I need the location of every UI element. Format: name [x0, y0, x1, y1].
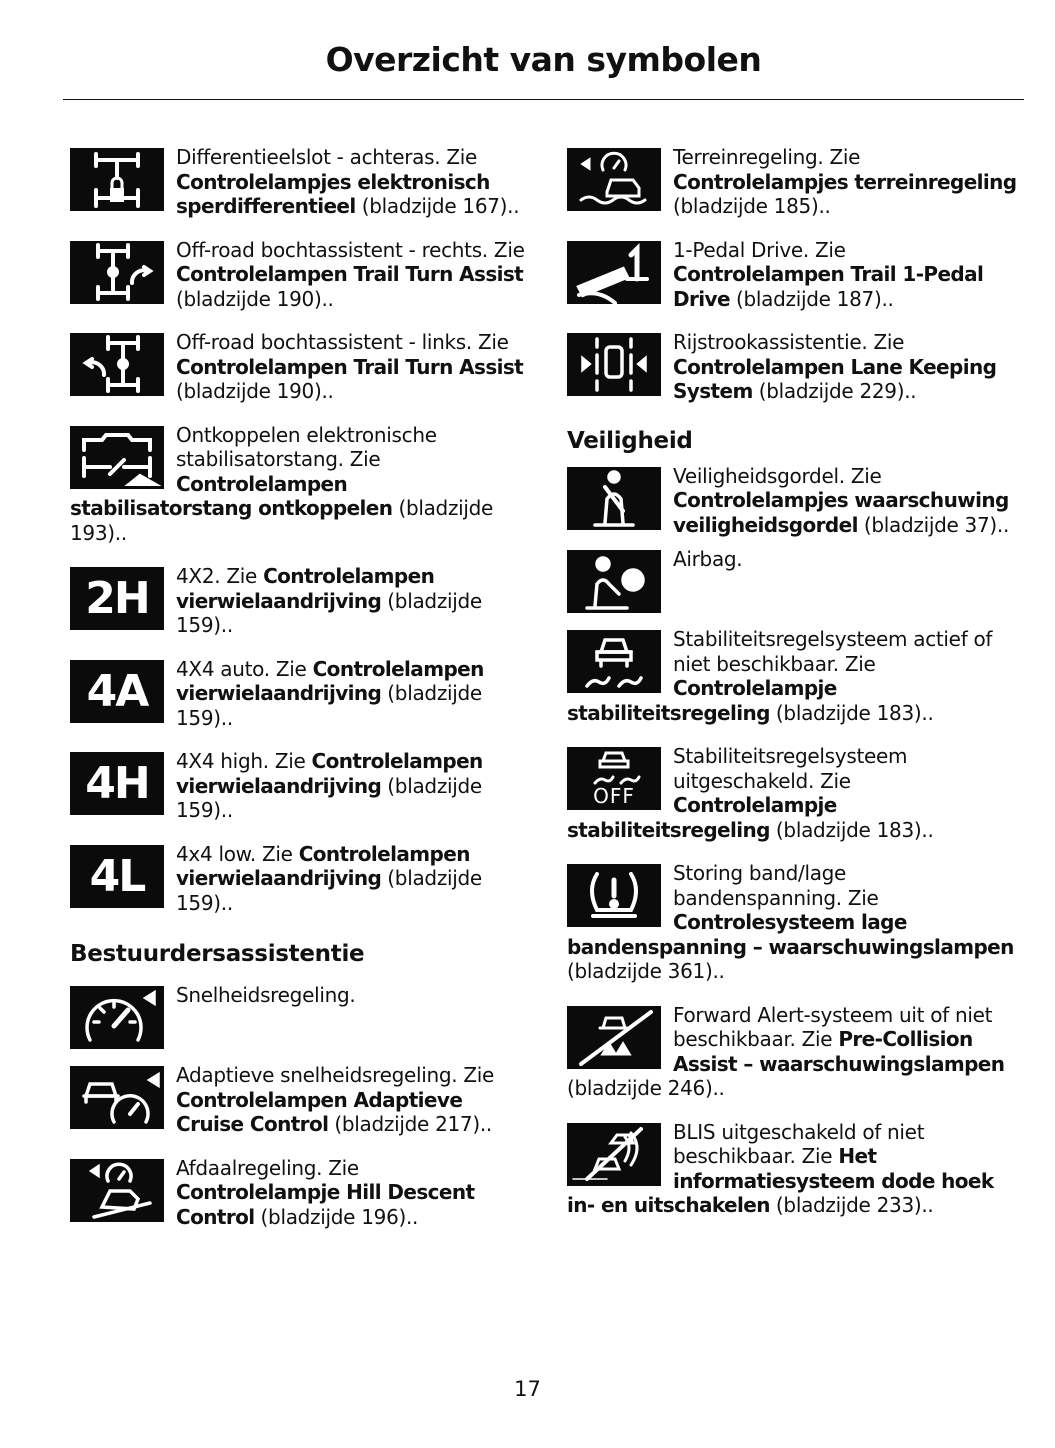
adaptive-cruise-control-icon [70, 1066, 164, 1129]
cross-reference-link[interactable]: Controlelampen vierwielaandrijving [176, 841, 470, 890]
cross-reference-link[interactable]: Controlelampen Adaptieve Cruise Control [176, 1087, 463, 1136]
4l-icon: 4L [70, 845, 164, 908]
symbol-entry: Ontkoppelen elektronische stabilisatorstang. Zie Controlelampen stabilisatorstang ontkoppelen (bladzijde 193).. [70, 422, 494, 545]
symbol-entry: Off-road bochtassistent - links. Zie Controlelampen Trail Turn Assist (bladzijde 190).. [70, 330, 525, 404]
2h-icon: 2H [70, 567, 164, 630]
cross-reference-link[interactable]: Controlelampen Trail 1-Pedal Drive [673, 262, 984, 311]
symbol-entry: Afdaalregeling. Zie Controlelampje Hill Descent Control (bladzijde 196).. [70, 1156, 525, 1230]
symbol-entry: Veiligheidsgordel. Zie Controlelampjes waarschuwing veiligheidsgordel (bladzijde 37).. [567, 464, 1019, 538]
symbol-entry: Storing band/lage bandenspanning. Zie Controlesysteem lage bandenspanning – waarschuwingslampen (bladzijde 361).. [567, 861, 1014, 983]
cruise-control-icon [70, 986, 164, 1049]
stability-control-off-icon [567, 747, 661, 810]
forward-alert-off-icon [567, 1006, 661, 1069]
cross-reference-link[interactable]: Controlelampen Lane Keeping System [673, 354, 997, 403]
symbol-entry: 2H 4X2. Zie Controlelampen vierwielaandrijving (bladzijde 159).. [70, 564, 525, 638]
title-divider [63, 99, 1024, 100]
symbol-entry: Forward Alert-systeem uit of niet beschikbaar. Zie Pre-Collision Assist – waarschuwingslampen (bladzijde 246).. [567, 1002, 1005, 1100]
symbol-entry: Adaptieve snelheidsregeling. Zie Controlelampen Adaptieve Cruise Control (bladzijde 217).. [70, 1063, 525, 1137]
cross-reference-link[interactable]: Controlelampen Trail Turn Assist [176, 354, 524, 379]
seatbelt-icon [567, 467, 661, 530]
trail-turn-assist-right-icon [70, 241, 164, 304]
symbol-entry: Off-road bochtassistent - rechts. Zie Controlelampen Trail Turn Assist (bladzijde 190).. [70, 238, 525, 312]
cross-reference-link[interactable]: Controlelampjes terreinregeling [673, 169, 1017, 194]
cross-reference-link[interactable]: Controlelampje Hill Descent Control [176, 1180, 475, 1229]
section-heading-safety: Veiligheid [567, 427, 693, 454]
symbol-entry: Stabiliteitsregelsysteem actief of niet beschikbaar. Zie Controlelampje stabiliteitsregeling (bladzijde 183).. [567, 627, 993, 725]
section-heading-driver-assistance: Bestuurdersassistentie [70, 941, 365, 967]
cross-reference-link[interactable]: Controlelampen Trail Turn Assist [176, 262, 524, 286]
symbol-entry: BLIS uitgeschakeld of niet beschikbaar. Zie Het informatiesysteem dode hoek in- en uitschakelen (bladzijde 233).. [567, 1119, 994, 1217]
lane-keeping-system-icon [567, 333, 661, 396]
cross-reference-link[interactable]: Controlelampje stabiliteitsregeling [567, 793, 837, 842]
cross-reference-link[interactable]: Controlelampjes waarschuwing veiligheidsgordel [673, 488, 1009, 537]
cross-reference-link[interactable]: Controlelampen stabilisatorstang ontkoppelen [70, 471, 393, 520]
right-column [567, 145, 1019, 1218]
symbol-entry: Rijstrookassistentie. Zie Controlelampen Lane Keeping System (bladzijde 229).. [567, 330, 1019, 404]
cross-reference-link[interactable]: Controlelampje stabiliteitsregeling [567, 676, 837, 725]
trail-turn-assist-left-icon [70, 333, 164, 396]
symbol-entry: 4H 4X4 high. Zie Controlelampen vierwielaandrijving (bladzijde 159).. [70, 749, 525, 823]
cross-reference-link[interactable]: Het informatiesysteem dode hoek in- en uitschakelen [567, 1144, 994, 1217]
off-label: OFF [593, 784, 635, 808]
stability-control-icon [567, 630, 661, 693]
terrain-management-icon [567, 148, 661, 211]
airbag-icon [567, 550, 661, 613]
symbol-entry: 4A 4X4 auto. Zie Controlelampen vierwielaandrijving (bladzijde 159).. [70, 657, 525, 731]
cross-reference-link[interactable]: Controlelampen vierwielaandrijving [176, 749, 483, 798]
symbol-entry: 4L 4x4 low. Zie Controlelampen vierwielaandrijving (bladzijde 159).. [70, 842, 525, 916]
symbol-entry: Airbag. [567, 547, 1019, 617]
cross-reference-link[interactable]: Controlelampjes elektronisch sperdifferentieel [176, 169, 490, 218]
tire-pressure-warning-icon [567, 864, 661, 927]
symbol-entry: Differentieelslot - achteras. Zie Controlelampjes elektronisch sperdifferentieel (bladzijde 167).. [70, 145, 525, 219]
4a-icon: 4A [70, 660, 164, 723]
rear-axle-differential-lock-icon [70, 148, 164, 211]
cross-reference-link[interactable]: Controlelampen vierwielaandrijving [176, 564, 435, 613]
stabilizer-bar-disconnect-icon [70, 426, 164, 489]
blis-off-icon [567, 1123, 661, 1186]
symbol-entry: Snelheidsregeling. [70, 983, 525, 1053]
page-title: Overzicht van symbolen [325, 40, 762, 79]
cross-reference-link[interactable]: Controlesysteem lage bandenspanning – waarschuwingslampen [567, 910, 1014, 959]
4h-icon: 4H [70, 752, 164, 815]
cross-reference-link[interactable]: Controlelampen vierwielaandrijving [176, 656, 484, 705]
cross-reference-link[interactable]: Pre-Collision Assist – waarschuwingslampen [673, 1027, 1005, 1076]
trail-1-pedal-drive-icon [567, 241, 661, 304]
hill-descent-control-icon [70, 1159, 164, 1222]
symbol-entry: 1-Pedal Drive. Zie Controlelampen Trail 1-Pedal Drive (bladzijde 187).. [567, 238, 1019, 312]
page-number: 17 [514, 1377, 541, 1401]
symbol-entry: Terreinregeling. Zie Controlelampjes terreinregeling (bladzijde 185).. [567, 145, 1019, 219]
left-column [70, 145, 525, 1229]
symbol-entry: OFF Stabiliteitsregelsysteem uitgeschakeld. Zie Controlelampje stabiliteitsregeling (bladzijde 183).. [567, 744, 934, 842]
